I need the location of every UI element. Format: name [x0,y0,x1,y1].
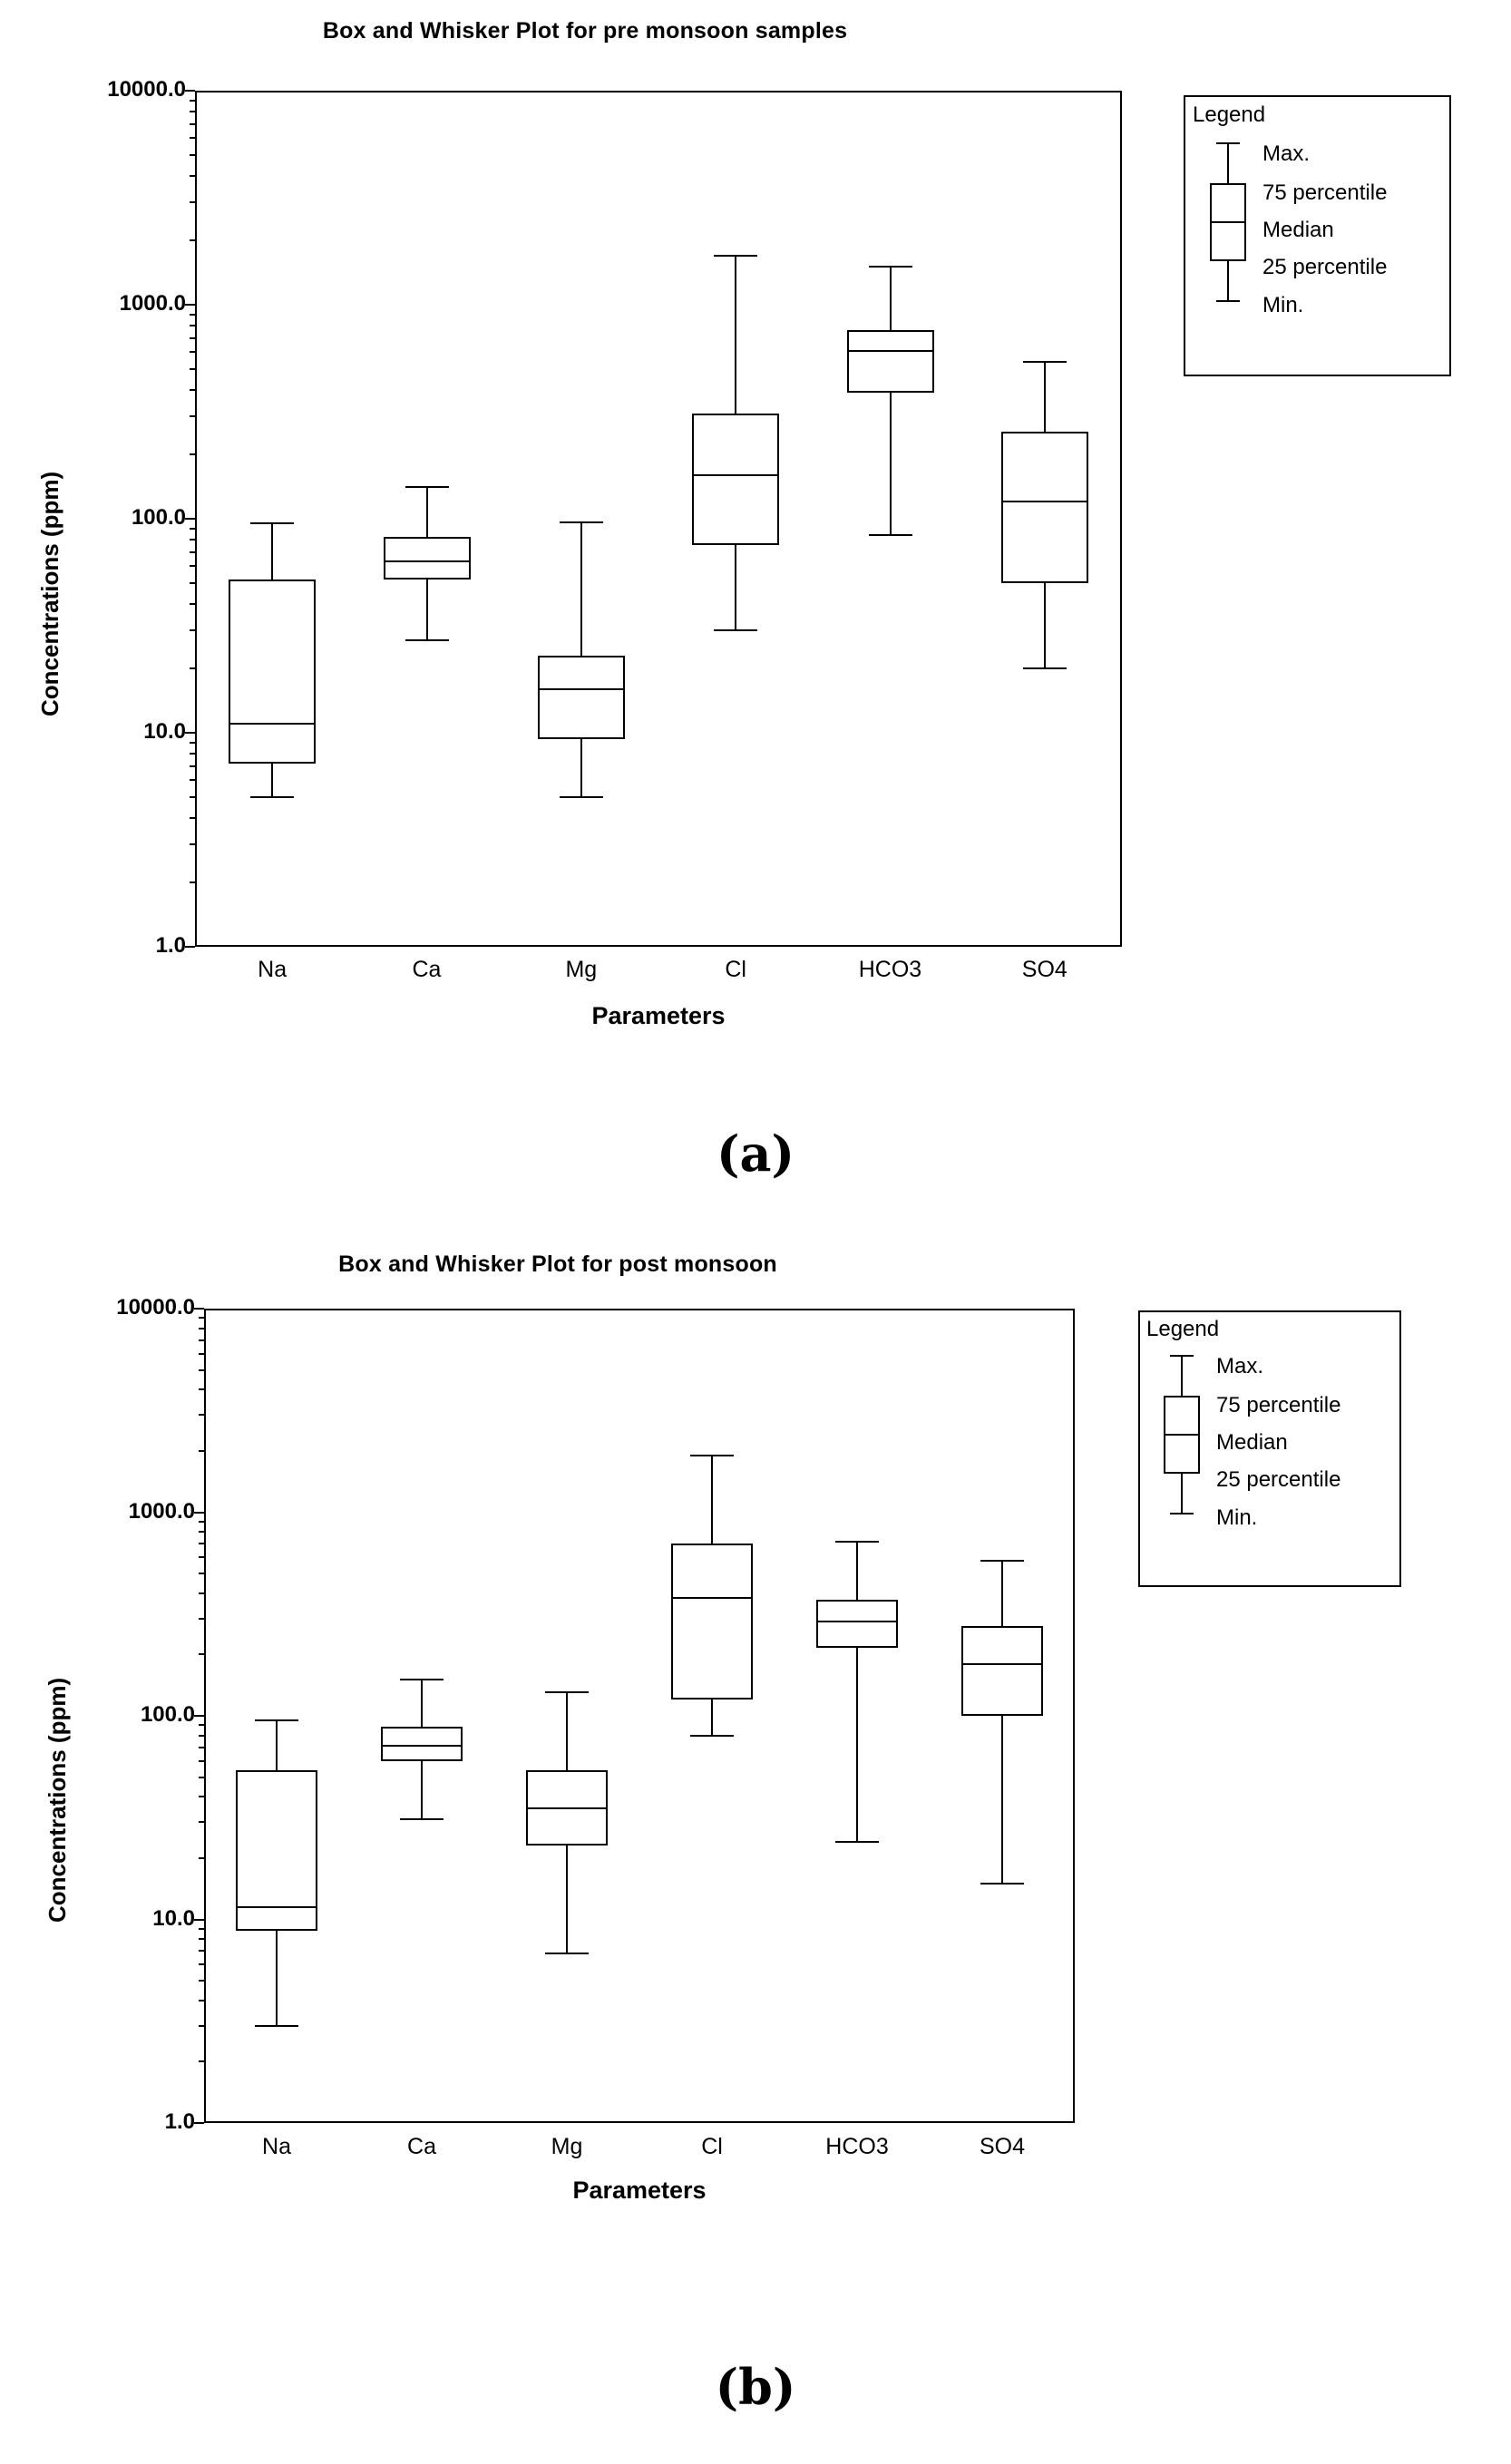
median-line [538,688,625,690]
max-cap [405,486,449,488]
upper-whisker [271,523,273,579]
y-minor-tick-mark [190,582,195,584]
y-minor-tick-mark [190,551,195,553]
median-line [229,723,316,725]
x-tick-label-so4: SO4 [1021,957,1067,982]
max-cap [255,1719,298,1721]
y-tick-mark [194,1715,204,1717]
y-minor-tick-mark [199,1543,204,1544]
lower-whisker [580,739,582,797]
lower-whisker [421,1761,423,1819]
upper-whisker [735,256,736,414]
min-cap [714,629,757,631]
min-cap [545,1953,589,1954]
y-minor-tick-mark [199,1950,204,1952]
x-tick-label-hco3: HCO3 [858,957,922,982]
chart-title-a: Box and Whisker Plot for pre monsoon samples [322,18,848,44]
y-minor-tick-mark [199,1317,204,1319]
legend-title-a: Legend [1193,102,1266,127]
median-line [671,1597,753,1599]
y-minor-tick-mark [190,100,195,102]
legend-min-cap-b [1170,1513,1194,1514]
y-minor-tick-mark [199,1592,204,1594]
legend-lower-whisker-a [1227,261,1229,302]
box [538,656,625,740]
y-tick-mark [185,304,195,306]
y-minor-tick-mark [190,351,195,353]
y-minor-tick-mark [190,765,195,767]
y-minor-tick-mark [190,453,195,455]
y-minor-tick-mark [199,1747,204,1748]
y-tick-label: 1.0 [155,933,186,958]
max-cap [1023,361,1067,363]
box [381,1727,463,1760]
y-tick-mark [194,1308,204,1310]
min-cap [1023,667,1067,669]
legend-item-max-b: Max. [1216,1354,1264,1378]
y-minor-tick-mark [199,1724,204,1726]
y-minor-tick-mark [199,1531,204,1533]
y-minor-tick-mark [190,629,195,631]
legend-median-glyph-a [1210,221,1246,223]
lower-whisker [735,545,736,630]
legend-item-p75-a: 75 percentile [1262,180,1388,205]
lower-whisker [566,1846,568,1953]
box [229,579,316,764]
y-minor-tick-mark [190,753,195,755]
legend-item-min-b: Min. [1216,1505,1258,1530]
median-line [384,560,471,562]
y-minor-tick-mark [199,1938,204,1940]
y-minor-tick-mark [199,1388,204,1390]
box [816,1600,898,1648]
lower-whisker [1001,1716,1003,1884]
legend-item-median-a: Median [1262,218,1334,242]
y-minor-tick-mark [199,1339,204,1341]
y-minor-tick-mark [199,1450,204,1452]
upper-whisker [1001,1561,1003,1627]
y-minor-tick-mark [190,565,195,567]
y-tick-label: 10000.0 [107,77,186,102]
y-tick-label: 10000.0 [116,1295,195,1320]
upper-whisker [421,1680,423,1727]
y-minor-tick-mark [190,742,195,744]
box [692,414,779,545]
box [384,537,471,579]
y-tick-label: 10.0 [143,719,186,744]
max-cap [869,266,912,268]
median-line [236,1906,317,1908]
x-tick-label-mg: Mg [565,957,598,982]
y-minor-tick-mark [199,1328,204,1329]
y-tick-mark [194,2122,204,2124]
y-minor-tick-mark [199,1556,204,1558]
panel-caption-a: (a) [716,1125,795,1183]
y-minor-tick-mark [190,314,195,316]
x-tick-label-ca: Ca [412,957,442,982]
x-axis-title-a: Parameters [591,1002,726,1029]
y-minor-tick-mark [199,1521,204,1523]
box [961,1626,1043,1716]
y-minor-tick-mark [190,201,195,203]
y-minor-tick-mark [190,667,195,669]
lower-whisker [1044,583,1046,668]
box [847,330,934,392]
upper-whisker [890,267,892,330]
legend-item-min-a: Min. [1262,293,1304,317]
upper-whisker [566,1692,568,1770]
x-tick-label-na: Na [258,957,288,982]
y-minor-tick-mark [190,415,195,417]
y-minor-tick-mark [199,1760,204,1762]
legend-median-glyph-b [1164,1434,1200,1436]
y-minor-tick-mark [199,1821,204,1823]
y-tick-label: 1000.0 [128,1498,195,1524]
legend-upper-whisker-a [1227,142,1229,183]
y-minor-tick-mark [199,1735,204,1737]
y-tick-mark [185,518,195,520]
upper-whisker [711,1456,713,1544]
lower-whisker [271,764,273,797]
y-minor-tick-mark [190,389,195,391]
y-minor-tick-mark [199,2060,204,2062]
lower-whisker [856,1648,858,1842]
upper-whisker [1044,362,1046,432]
y-tick-label: 100.0 [140,1702,195,1727]
x-tick-label-na: Na [262,2134,291,2159]
max-cap [690,1455,734,1456]
max-cap [980,1560,1024,1562]
y-minor-tick-mark [199,1980,204,1982]
y-tick-mark [185,90,195,92]
y-minor-tick-mark [199,1653,204,1655]
max-cap [545,1691,589,1693]
lower-whisker [276,1931,278,2026]
y-minor-tick-mark [199,1777,204,1778]
min-cap [405,639,449,641]
x-tick-label-hco3: HCO3 [825,2134,889,2159]
y-minor-tick-mark [190,881,195,883]
y-minor-tick-mark [199,1573,204,1574]
y-minor-tick-mark [190,539,195,541]
y-minor-tick-mark [199,1796,204,1797]
y-minor-tick-mark [190,528,195,530]
legend-upper-whisker-b [1181,1355,1183,1396]
median-line [526,1807,608,1809]
y-minor-tick-mark [190,337,195,339]
y-minor-tick-mark [190,137,195,139]
y-minor-tick-mark [190,123,195,125]
y-minor-tick-mark [190,111,195,112]
max-cap [250,522,294,524]
y-tick-label: 100.0 [131,505,186,530]
y-minor-tick-mark [190,154,195,156]
legend-item-p25-a: 25 percentile [1262,255,1388,279]
median-line [1001,501,1088,502]
median-line [847,350,934,352]
y-minor-tick-mark [190,325,195,326]
y-minor-tick-mark [199,2025,204,2027]
min-cap [250,796,294,798]
y-tick-label: 10.0 [152,1905,195,1931]
y-minor-tick-mark [190,779,195,781]
chart-title-b: Box and Whisker Plot for post monsoon [338,1251,777,1277]
y-minor-tick-mark [199,1369,204,1371]
min-cap [400,1818,444,1820]
box [671,1544,753,1699]
box [1001,432,1088,583]
lower-whisker [890,393,892,535]
y-tick-mark [185,946,195,948]
y-tick-mark [194,1919,204,1921]
y-minor-tick-mark [199,1963,204,1965]
y-minor-tick-mark [190,239,195,241]
legend-lower-whisker-b [1181,1474,1183,1514]
y-tick-label: 1.0 [164,2109,195,2134]
x-axis-title-b: Parameters [572,2177,707,2204]
x-tick-label-mg: Mg [551,2134,583,2159]
max-cap [714,255,757,257]
upper-whisker [580,522,582,655]
panel-b [0,1233,1511,2464]
median-line [816,1621,898,1622]
y-minor-tick-mark [190,843,195,845]
y-minor-tick-mark [199,1353,204,1355]
upper-whisker [856,1542,858,1601]
y-minor-tick-mark [199,1618,204,1620]
legend-item-median-b: Median [1216,1430,1288,1455]
min-cap [560,796,603,798]
y-minor-tick-mark [190,603,195,605]
min-cap [980,1883,1024,1885]
max-cap [400,1679,444,1680]
y-minor-tick-mark [190,796,195,798]
plot-area-b [204,1309,1075,2123]
min-cap [835,1841,879,1843]
panel-caption-b: (b) [715,2358,796,2416]
max-cap [835,1541,879,1543]
y-minor-tick-mark [199,1414,204,1416]
legend-title-b: Legend [1146,1317,1220,1341]
legend-item-p75-b: 75 percentile [1216,1393,1341,1417]
min-cap [690,1735,734,1737]
upper-whisker [426,487,428,538]
lower-whisker [426,579,428,640]
max-cap [560,521,603,523]
min-cap [255,2025,298,2027]
legend-item-p25-b: 25 percentile [1216,1467,1341,1492]
x-tick-label-so4: SO4 [979,2134,1026,2159]
y-minor-tick-mark [199,1928,204,1930]
y-axis-title-a: Concentrations (ppm) [36,471,63,716]
y-minor-tick-mark [190,175,195,177]
x-tick-label-ca: Ca [407,2134,436,2159]
median-line [692,474,779,476]
y-tick-mark [194,1512,204,1514]
upper-whisker [276,1720,278,1770]
legend-item-max-a: Max. [1262,141,1311,166]
lower-whisker [711,1699,713,1736]
y-axis-title-b: Concentrations (ppm) [44,1677,71,1923]
y-tick-mark [185,732,195,734]
plot-area-a [195,91,1122,947]
y-minor-tick-mark [199,1857,204,1859]
median-line [381,1745,463,1747]
y-minor-tick-mark [190,368,195,370]
y-tick-label: 1000.0 [119,291,186,316]
x-tick-label-cl: Cl [701,2134,723,2159]
median-line [961,1663,1043,1665]
legend-min-cap-a [1216,300,1240,302]
y-minor-tick-mark [199,2000,204,2001]
x-tick-label-cl: Cl [725,957,746,982]
min-cap [869,534,912,536]
y-minor-tick-mark [190,817,195,819]
